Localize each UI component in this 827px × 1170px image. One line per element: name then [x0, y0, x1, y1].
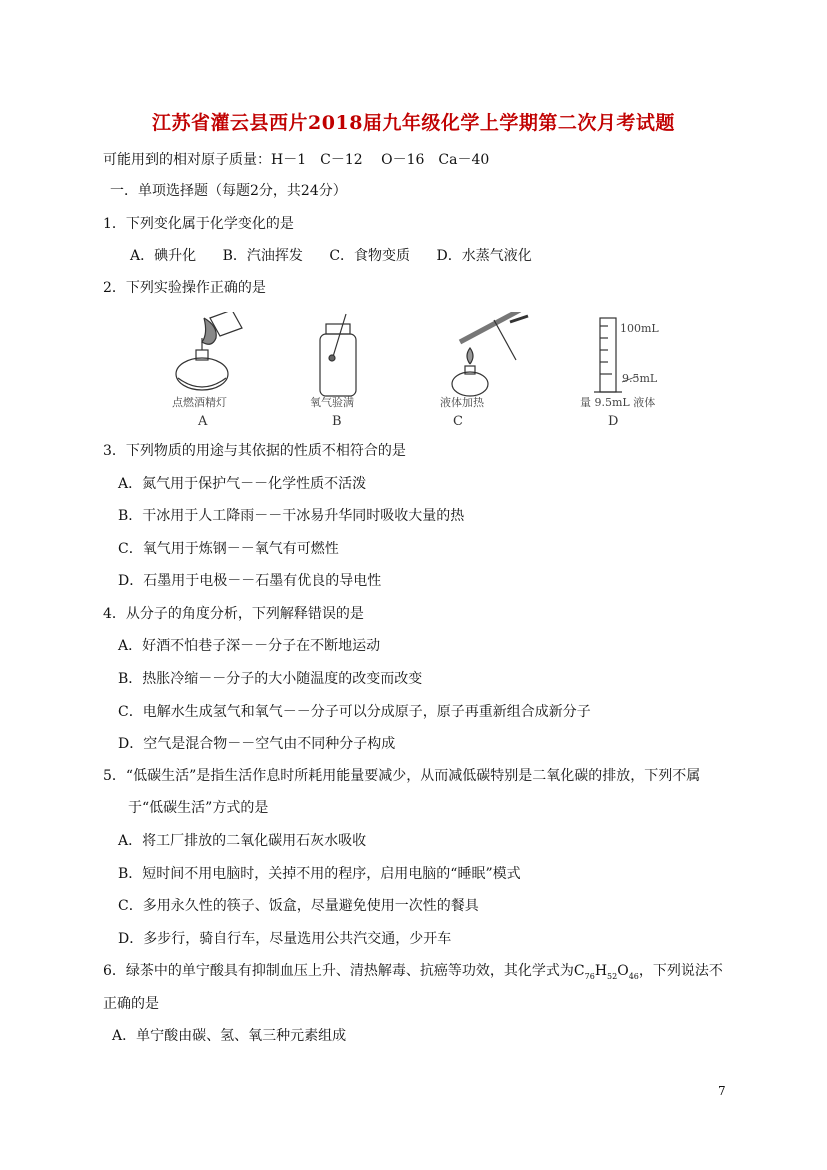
chemical-formula: $C_{76}H_{52}O_{46}$ — [573, 963, 639, 981]
atomic-masses: 可能用到的相对原子质量：H－1 C－12 O－16 Ca－40 — [103, 152, 490, 168]
caption-b: 氧气验满 — [310, 396, 354, 409]
question-6-stem-continued: 正确的是 — [103, 996, 159, 1012]
caption-c: 液体加热 — [440, 396, 484, 409]
q1-option-a: A．碘升化 — [130, 248, 197, 264]
page-number: 7 — [718, 1084, 726, 1098]
caption-d: 量 9.5mL 液体 — [580, 396, 656, 409]
q3-option-b: B．干冰用于人工降雨－－干冰易升华同时吸收大量的热 — [118, 508, 465, 524]
question-6-stem — [103, 961, 723, 987]
q6-stem-part-b: ，下列说法不 — [638, 963, 723, 979]
question-5-stem: 5．“低碳生活”是指生活作息时所耗用能量要减少，从而减低碳特别是二氧化碳的排放，下列不属 — [103, 768, 701, 784]
question-1-options — [130, 246, 554, 266]
section-heading: 一．单项选择题（每题2分，共24分） — [110, 183, 347, 199]
figure-letter-b: B — [332, 414, 342, 429]
q5-option-c: C．多用永久性的筷子、饭盒，尽量避免使用一次性的餐具 — [118, 898, 479, 914]
q4-option-c: C．电解水生成氢气和氧气－－分子可以分成原子，原子再重新组合成新分子 — [118, 704, 591, 720]
question-4-stem: 4．从分子的角度分析，下列解释错误的是 — [103, 606, 364, 622]
q1-option-c: C．食物变质 — [329, 248, 411, 264]
q3-option-d: D．石墨用于电极－－石墨有优良的导电性 — [118, 573, 382, 589]
figure-letter-a: A — [198, 414, 208, 429]
q6-option-a: A．单宁酸由碳、氢、氧三种元素组成 — [112, 1028, 347, 1044]
q6-stem-part-a: 6．绿茶中的单宁酸具有抑制血压上升、清热解毒、抗癌等功效，其化学式为 — [103, 963, 574, 979]
lab-operations-figure — [160, 312, 680, 430]
q4-option-a: A．好酒不怕巷子深－－分子在不断地运动 — [118, 638, 381, 654]
q1-option-d: D．水蒸气液化 — [436, 248, 532, 264]
q4-option-b: B．热胀冷缩－－分子的大小随温度的改变而改变 — [118, 671, 423, 687]
question-3-stem: 3．下列物质的用途与其依据的性质不相符合的是 — [103, 443, 406, 459]
question-5-stem-continued: 于“低碳生活”方式的是 — [128, 800, 269, 816]
figure-letter-d: D — [608, 414, 619, 429]
q5-option-b: B．短时间不用电脑时，关掉不用的程序，启用电脑的“睡眠”模式 — [118, 866, 521, 882]
cylinder-top-label: 100mL — [620, 322, 659, 335]
heating-liquid-illustration — [452, 312, 528, 396]
cylinder-mark-label: 9.5mL — [622, 372, 658, 385]
q3-option-a: A．氮气用于保护气－－化学性质不活泼 — [118, 476, 367, 492]
caption-a: 点燃酒精灯 — [172, 396, 227, 409]
q5-option-a: A．将工厂排放的二氧化碳用石灰水吸收 — [118, 833, 367, 849]
q1-option-b: B．汽油挥发 — [222, 248, 303, 264]
alcohol-lamp-illustration — [176, 312, 242, 390]
gas-bottle-illustration — [320, 314, 356, 396]
page-title: 江苏省灌云县西片2018届九年级化学上学期第二次月考试题 — [152, 112, 675, 134]
question-1-stem: 1．下列变化属于化学变化的是 — [103, 216, 294, 232]
q4-option-d: D．空气是混合物－－空气由不同种分子构成 — [118, 736, 396, 752]
q5-option-d: D．多步行，骑自行车，尽量选用公共汽交通，少开车 — [118, 931, 452, 947]
figure-letter-c: C — [453, 414, 463, 429]
q3-option-c: C．氧气用于炼钢－－氧气有可燃性 — [118, 541, 339, 557]
question-2-stem: 2．下列实验操作正确的是 — [103, 280, 266, 296]
